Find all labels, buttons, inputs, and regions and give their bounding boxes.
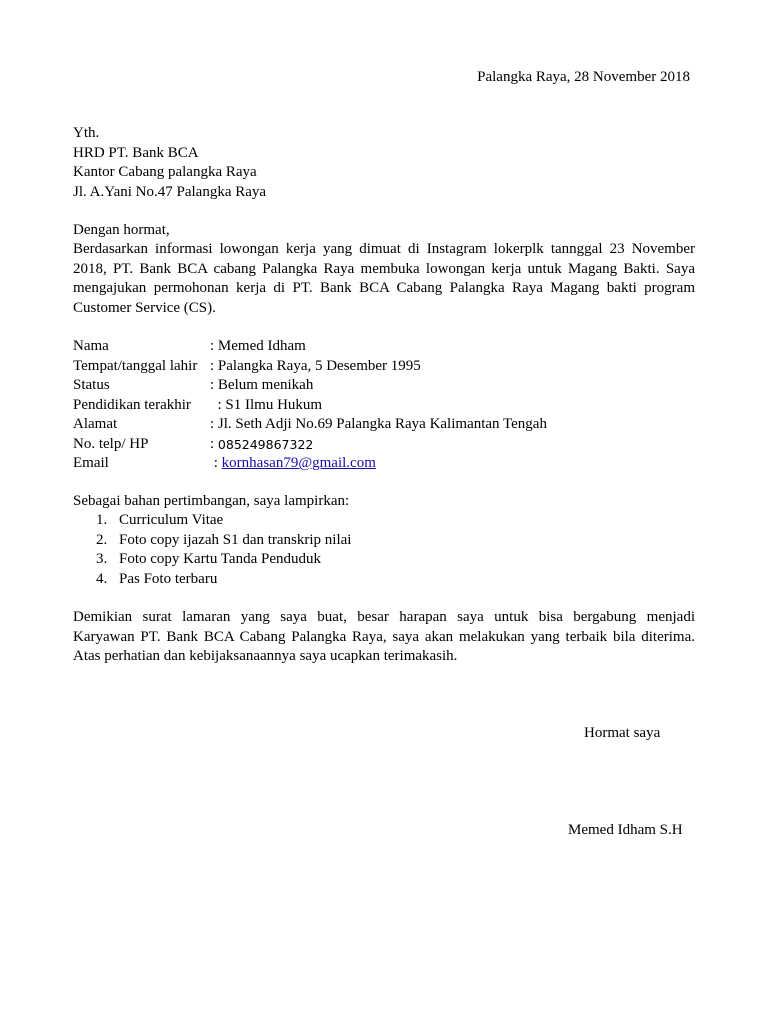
detail-value: S1 Ilmu Hukum: [225, 396, 323, 413]
intro-line: Berdasarkan informasi lowongan kerja yang dimuat di Instagram lokerplk tannggal 23 November: [73, 241, 695, 257]
attachments-list: [96, 511, 351, 589]
recipient-salutation: Yth.: [73, 125, 100, 141]
list-item: [96, 531, 351, 551]
detail-value: Palangka Raya, 5 Desember 1995: [217, 357, 421, 374]
list-item-number: 1.: [96, 512, 108, 528]
list-item-text: Pas Foto terbaru: [119, 570, 218, 587]
detail-value: Memed Idham: [217, 338, 306, 354]
phone-value: 085249867322: [217, 436, 314, 452]
greeting: Dengan hormat,: [73, 222, 170, 238]
intro-line: Customer Service (CS).: [73, 299, 216, 316]
detail-separator: :: [210, 377, 218, 393]
detail-separator: :: [210, 416, 218, 432]
attachments-intro: Sebagai bahan pertimbangan, saya lampirkan:: [73, 493, 350, 509]
list-item: [96, 570, 351, 590]
detail-label: Nama: [73, 338, 109, 354]
detail-row-education: [73, 396, 547, 416]
detail-separator: :: [210, 357, 218, 374]
detail-label: Status: [73, 377, 110, 393]
list-item-text: Foto copy Kartu Tanda Penduduk: [119, 551, 321, 567]
detail-label: Email: [73, 455, 109, 471]
email-link[interactable]: kornhasan79@gmail.com: [221, 455, 376, 471]
list-item-text: Foto copy ijazah S1 dan transkrip nilai: [119, 531, 352, 548]
intro-line: mengajukan permohonan kerja di PT. Bank BCA Cabang Palangka Raya Magang bakti program: [73, 280, 695, 296]
applicant-details: [73, 337, 547, 474]
recipient-line: Jl. A.Yani No.47 Palangka Raya: [73, 183, 267, 200]
intro-paragraph: [73, 240, 695, 318]
detail-label: Alamat: [73, 416, 118, 432]
detail-separator: :: [210, 338, 218, 354]
recipient-line: Kantor Cabang palangka Raya: [73, 164, 257, 180]
list-item-number: 3.: [96, 551, 108, 567]
detail-row-birth: [73, 357, 547, 377]
closing-line: Demikian surat lamaran yang saya buat, besar harapan saya untuk bisa bergabung menjadi: [73, 609, 695, 625]
detail-separator: :: [210, 455, 222, 471]
list-item-number: 2.: [96, 531, 108, 548]
detail-label: Tempat/tanggal lahir: [73, 357, 198, 374]
detail-row-name: [73, 337, 547, 357]
detail-row-email: [73, 454, 547, 474]
closing-line: Karyawan PT. Bank BCA Cabang Palangka Raya, saya akan melakukan yang terbaik bila diterima.: [73, 628, 695, 645]
closing-line: Atas perhatian dan kebijaksanaannya saya ucapkan terimakasih.: [73, 648, 458, 664]
list-item-text: Curriculum Vitae: [119, 512, 224, 528]
detail-value: Jl. Seth Adji No.69 Palangka Raya Kalimantan Tengah: [217, 416, 547, 432]
recipient-line: HRD PT. Bank BCA: [73, 144, 199, 161]
detail-separator: :: [210, 396, 226, 413]
list-item-number: 4.: [96, 570, 108, 587]
regards: Hormat saya: [584, 725, 661, 741]
intro-line: 2018, PT. Bank BCA cabang Palangka Raya membuka lowongan kerja untuk Magang Bakti. Saya: [73, 260, 695, 277]
detail-value: Belum menikah: [217, 377, 314, 393]
list-item: [96, 511, 351, 531]
detail-row-phone: [73, 435, 547, 455]
recipient-block: [73, 124, 266, 202]
detail-row-status: [73, 376, 547, 396]
place-date: Palangka Raya, 28 November 2018: [477, 69, 690, 85]
closing-paragraph: [73, 608, 695, 667]
detail-label: Pendidikan terakhir: [73, 396, 191, 413]
list-item: [96, 550, 351, 570]
detail-row-address: [73, 415, 547, 435]
detail-label: No. telp/ HP: [73, 435, 149, 452]
signer-name: Memed Idham S.H: [568, 822, 683, 838]
detail-separator: :: [210, 435, 218, 452]
